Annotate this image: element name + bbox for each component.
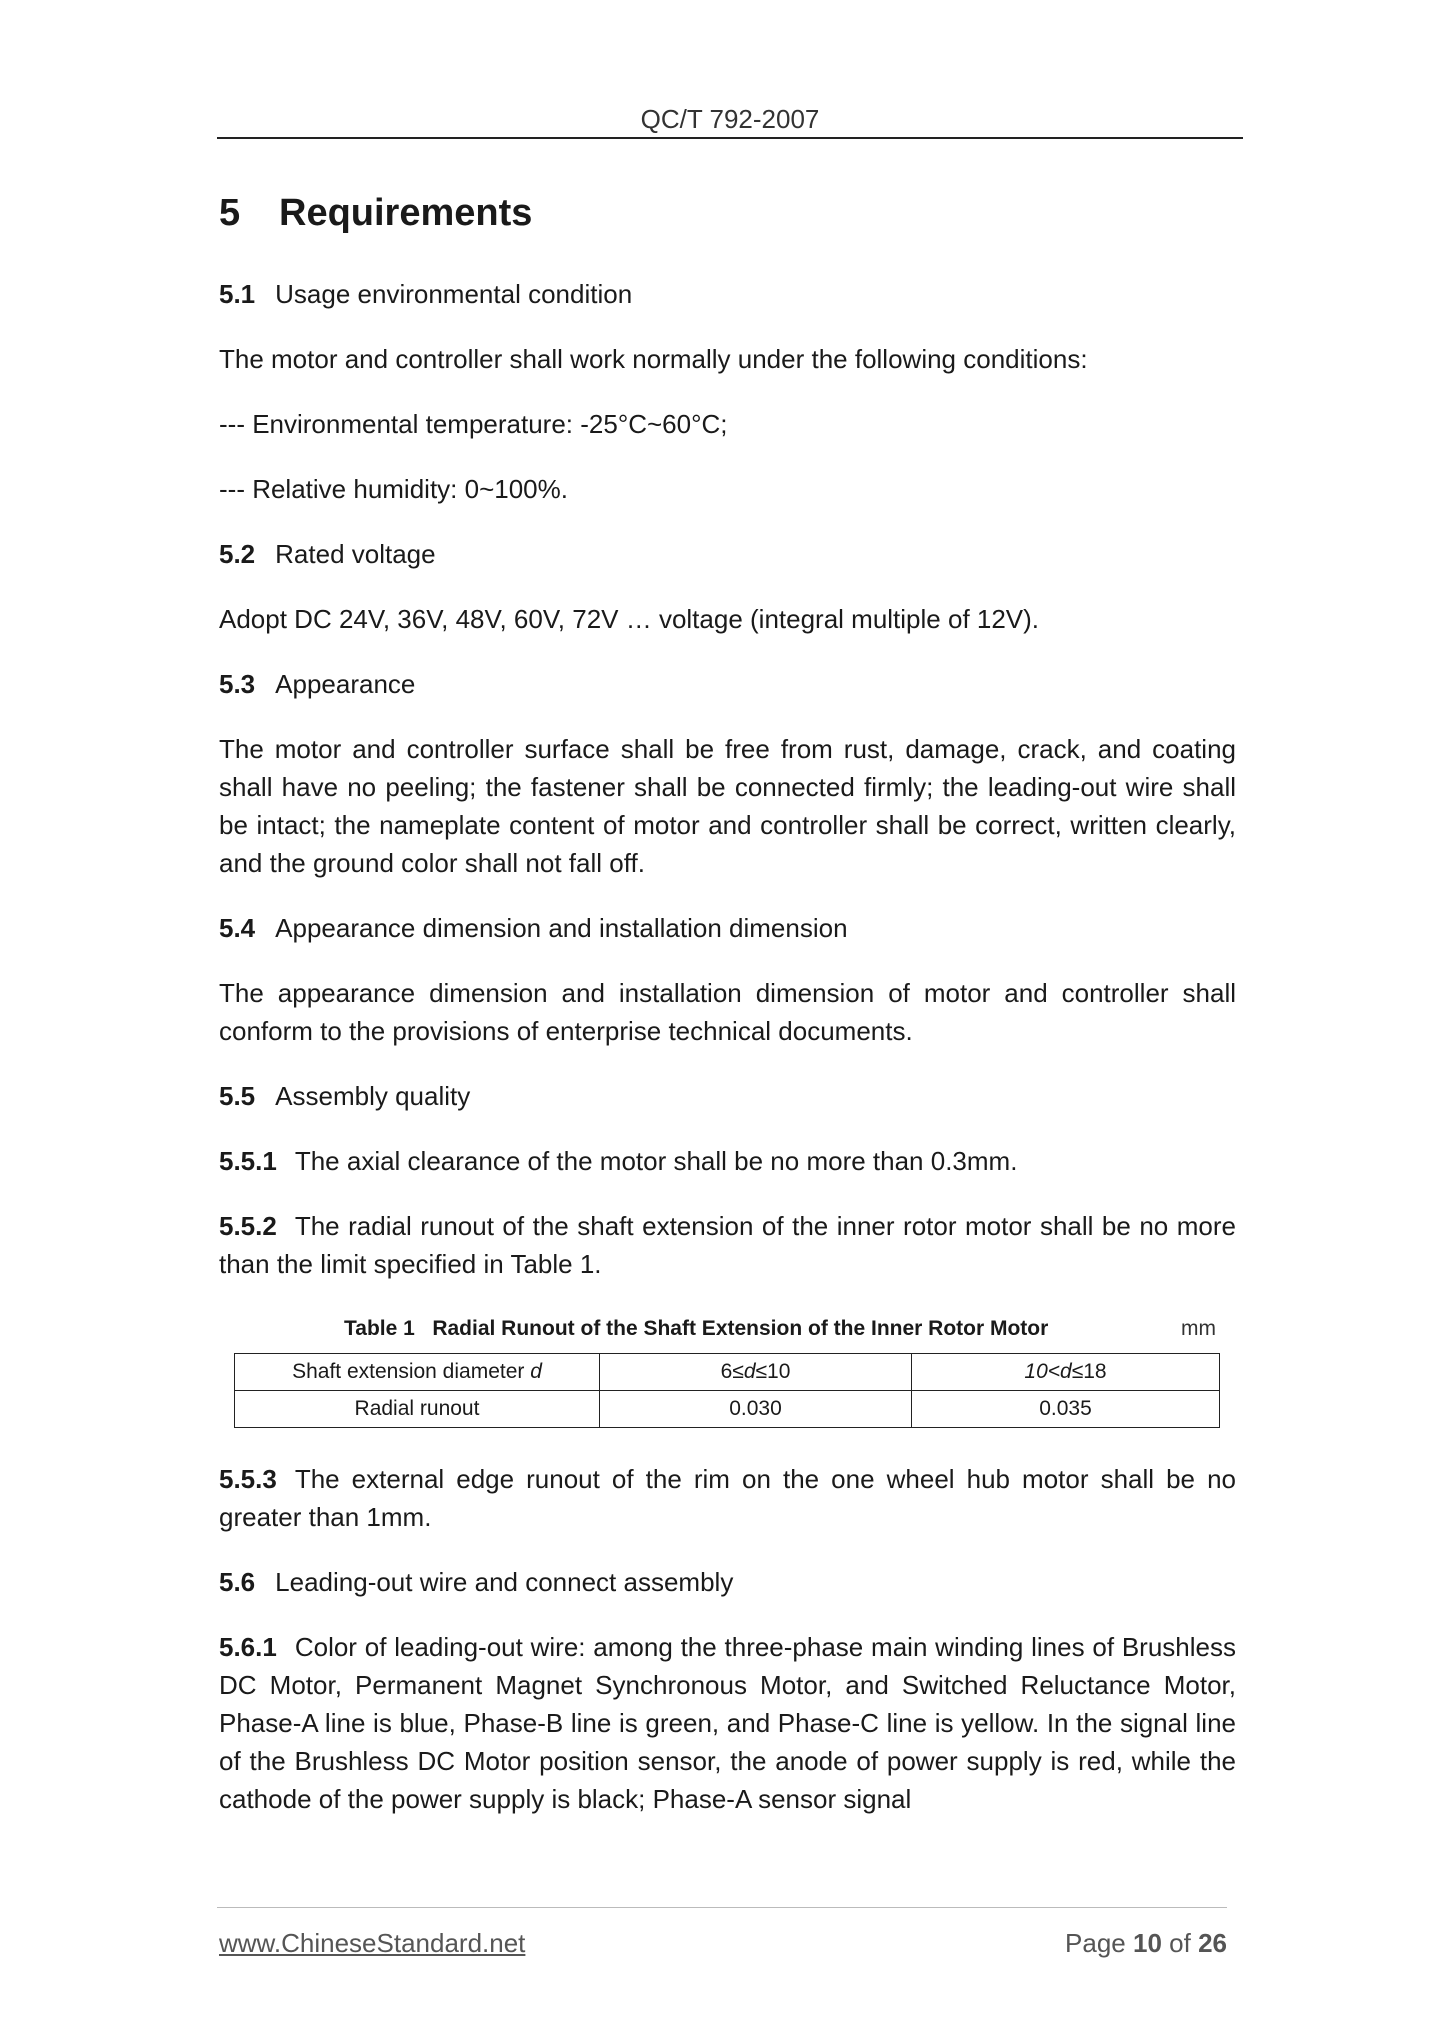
subsection-number: 5.3 bbox=[219, 669, 256, 699]
subsection-title: Rated voltage bbox=[275, 539, 436, 569]
section-heading bbox=[219, 190, 1236, 236]
clause-number: 5.6.1 bbox=[219, 1632, 277, 1662]
cell-text: Shaft extension diameter bbox=[292, 1360, 525, 1383]
subsection-title: Appearance dimension and installation dimension bbox=[275, 913, 848, 943]
subsection-title: Leading-out wire and connect assembly bbox=[275, 1567, 734, 1597]
table-caption bbox=[219, 1317, 1236, 1351]
subsection-title: Appearance bbox=[275, 669, 416, 699]
subsection-5-3-heading bbox=[219, 665, 1236, 703]
page-indicator bbox=[1065, 1928, 1227, 1959]
clause-text: Color of leading-out wire: among the three-phase main winding lines of Brushless DC Motor, Permanent Magnet Synchronous Motor, and Switched Reluctance Motor, Phase-A line is blue, Phase-B line is green, and Phase-C line is yellow. In the signal line of the Brushless DC Motor position sensor, the anode of power supply is red, while the cathode of the power supply is black; Phase-A sensor signal bbox=[219, 1632, 1236, 1814]
page-label: Page bbox=[1065, 1928, 1126, 1958]
standard-code-header: QC/T 792-2007 bbox=[640, 104, 820, 134]
table-cell bbox=[600, 1354, 912, 1391]
variable-d: d bbox=[743, 1360, 756, 1383]
website-link[interactable]: www.ChineseStandard.net bbox=[219, 1928, 526, 1958]
paragraph: Adopt DC 24V, 36V, 48V, 60V, 72V … voltage (integral multiple of 12V). bbox=[219, 604, 1040, 634]
subsection-title: Usage environmental condition bbox=[275, 279, 633, 309]
cell-text: 6≤ bbox=[720, 1360, 744, 1383]
subsection-number: 5.2 bbox=[219, 539, 256, 569]
subsection-number: 5.6 bbox=[219, 1567, 256, 1597]
clause-5-5-2 bbox=[219, 1207, 1236, 1283]
cell-text: ≤18 bbox=[1071, 1360, 1107, 1383]
list-item: --- Relative humidity: 0~100%. bbox=[219, 474, 568, 504]
table-title bbox=[344, 1317, 1048, 1341]
list-item: --- Environmental temperature: -25°C~60°C; bbox=[219, 409, 728, 439]
current-page: 10 bbox=[1133, 1928, 1162, 1958]
cell-text: ≤10 bbox=[755, 1360, 791, 1383]
table-cell: 0.035 bbox=[912, 1391, 1220, 1428]
clause-number: 5.5.1 bbox=[219, 1146, 277, 1176]
table-unit: mm bbox=[1181, 1317, 1216, 1340]
subsection-number: 5.1 bbox=[219, 279, 256, 309]
page-of: of bbox=[1169, 1928, 1191, 1958]
paragraph: The appearance dimension and installation dimension of motor and controller shall conform to the provisions of enterprise technical documents. bbox=[219, 978, 1236, 1046]
table-cell: Radial runout bbox=[235, 1391, 600, 1428]
clause-text: The external edge runout of the rim on the one wheel hub motor shall be no greater than 1mm. bbox=[219, 1464, 1236, 1532]
section-title: Requirements bbox=[279, 192, 533, 234]
table-cell bbox=[912, 1354, 1220, 1391]
variable-d: d bbox=[1060, 1360, 1072, 1383]
subsection-5-1-heading bbox=[219, 275, 1236, 313]
clause-number: 5.5.3 bbox=[219, 1464, 277, 1494]
subsection-5-5-heading bbox=[219, 1077, 1236, 1115]
clause-5-5-1 bbox=[219, 1142, 1236, 1180]
subsection-5-6-heading bbox=[219, 1563, 1236, 1601]
clause-5-5-3 bbox=[219, 1460, 1236, 1536]
runout-table bbox=[234, 1353, 1220, 1428]
variable-d: d bbox=[530, 1360, 542, 1383]
subsection-5-4-heading bbox=[219, 909, 1236, 947]
total-pages: 26 bbox=[1198, 1928, 1227, 1958]
clause-text: The axial clearance of the motor shall be no more than 0.3mm. bbox=[294, 1146, 1018, 1176]
page-content bbox=[219, 180, 1236, 1818]
subsection-title: Assembly quality bbox=[275, 1081, 471, 1111]
clause-5-6-1 bbox=[219, 1628, 1236, 1818]
table-row bbox=[235, 1391, 1220, 1428]
subsection-number: 5.5 bbox=[219, 1081, 256, 1111]
footer-rule bbox=[217, 1907, 1227, 1908]
section-number: 5 bbox=[219, 192, 241, 234]
subsection-5-2-heading bbox=[219, 535, 1236, 573]
header-rule bbox=[217, 137, 1243, 139]
table-cell bbox=[235, 1354, 600, 1391]
table-row bbox=[235, 1354, 1220, 1391]
table-cell: 0.030 bbox=[600, 1391, 912, 1428]
cell-text: 10< bbox=[1024, 1360, 1061, 1383]
subsection-number: 5.4 bbox=[219, 913, 256, 943]
table-title-text: Radial Runout of the Shaft Extension of the Inner Rotor Motor bbox=[432, 1317, 1049, 1340]
table-label: Table 1 bbox=[344, 1317, 415, 1340]
paragraph: The motor and controller shall work normally under the following conditions: bbox=[219, 344, 1088, 374]
clause-text: The radial runout of the shaft extension of the inner rotor motor shall be no more than the limit specified in Table 1. bbox=[219, 1211, 1236, 1279]
paragraph: The motor and controller surface shall be free from rust, damage, crack, and coating shall have no peeling; the fastener shall be connected firmly; the leading-out wire shall be intact; the nameplate content of motor and controller shall be correct, written clearly, and the ground color shall not fall off. bbox=[219, 734, 1236, 878]
clause-number: 5.5.2 bbox=[219, 1211, 277, 1241]
